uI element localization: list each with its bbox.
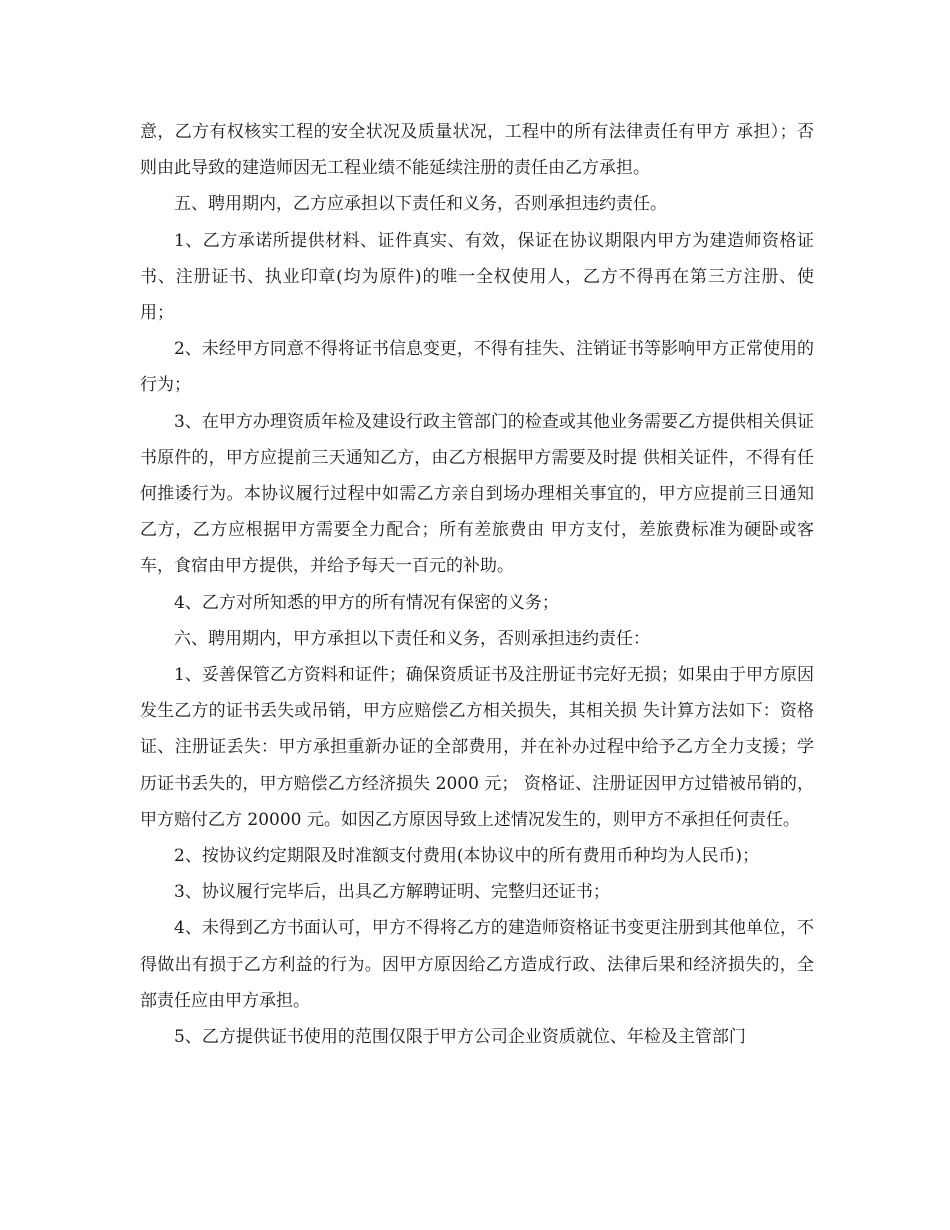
section-five-heading: 五、聘用期内，乙方应承担以下责任和义务，否则承担违约责任。: [174, 194, 667, 215]
paragraph: 1、妥善保管乙方资料和证件；确保资质证书及注册证书完好无损；如果由于甲方原因发生乙方的证书丢失或吊销，甲方应赔偿乙方相关损失，其相关损 失计算方法如下：资格证、注册证丢失：甲方承担重新办证的全部费用，并在补办过程中给予乙方全力支援；学历证书丢失的，甲方赔偿乙方经济损失 2000 元； 资格证、注册证因甲方过错被吊销的，甲方赔付乙方 20000 元。如因乙方原因导致上述情况发生的，则甲方不承担任何责任。: [140, 665, 814, 830]
paragraph: 2、未经甲方同意不得将证书信息变更，不得有挂失、注销证书等影响甲方正常使用的行为；: [140, 339, 814, 396]
paragraph: 意，乙方有权核实工程的安全状况及质量状况，工程中的所有法律责任有甲方 承担）；否则由此导致的建造师因无工程业绩不能延续注册的责任由乙方承担。: [140, 122, 814, 179]
paragraph: 3、在甲方办理资质年检及建设行政主管部门的检查或其他业务需要乙方提供相关俱证书原件的，甲方应提前三天通知乙方，由乙方根据甲方需要及时提 供相关证件，不得有任何推诿行为。本协议履行过程中如需乙方亲自到场办理相关事宜的，甲方应提前三日通知乙方，乙方应根据甲方需要全力配合；所有差旅费由 甲方支付，差旅费标准为硬卧或客车，食宿由甲方提供，并给予每天一百元的补助。: [140, 411, 814, 577]
paragraph: 1、乙方承诺所提供材料、证件真实、有效，保证在协议期限内甲方为建造师资格证书、注册证书、执业印章(均为原件)的唯一全权使用人，乙方不得再在第三方注册、使用；: [140, 230, 814, 324]
paragraph: 4、乙方对所知悉的甲方的所有情况有保密的义务；: [174, 592, 559, 613]
section-six-heading: 六、聘用期内，甲方承担以下责任和义务，否则承担违约责任：: [174, 628, 650, 649]
paragraph: 3、协议履行完毕后，出具乙方解聘证明、完整归还证书；: [174, 882, 610, 903]
paragraph: 2、按协议约定期限及时准额支付费用(本协议中的所有费用币种均为人民币)；: [174, 846, 760, 867]
document-body: [140, 114, 814, 1055]
paragraph: 5、乙方提供证书使用的范围仅限于甲方公司企业资质就位、年检及主管部门: [174, 1027, 746, 1048]
paragraph: 4、未得到乙方书面认可，甲方不得将乙方的建造师资格证书变更注册到其他单位，不得做出有损于乙方利益的行为。因甲方原因给乙方造成行政、法律后果和经济损失的，全部责任应由甲方承担。: [140, 918, 814, 1011]
